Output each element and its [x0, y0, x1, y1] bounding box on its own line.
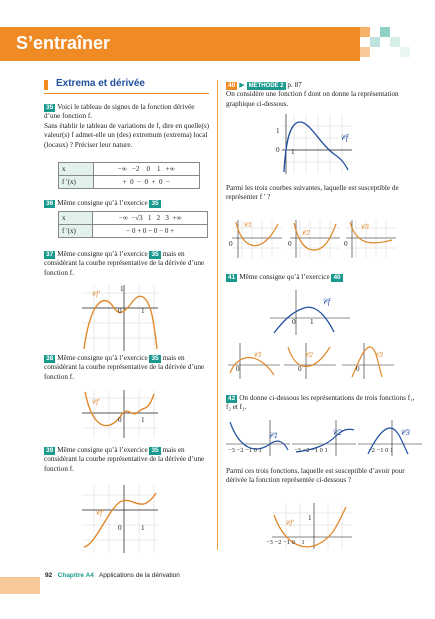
ex36-number: 36	[46, 200, 54, 207]
ex36-text: 36 Même consigne qu’à l’exercice 35	[46, 199, 159, 207]
table35-signs: + 0 − 0 + 0 −	[93, 176, 199, 189]
ex38-ref[interactable]: 35	[151, 355, 159, 362]
table36-f-label: f ′(x)	[59, 225, 93, 238]
banner-title: S’entraîner	[16, 33, 111, 53]
ex35-number: 35	[46, 104, 54, 111]
axis-ticks-derivative: −3 −2 −1 0 1	[266, 539, 305, 546]
label-c1-40: 𝒞1	[243, 221, 252, 229]
ex42-number: 42	[228, 395, 236, 402]
ex38-number: 38	[46, 355, 54, 362]
ex35-text1: Voici le tableau de signes de la fonction dérivée d’une fonction f.	[44, 103, 195, 121]
curve-f	[284, 122, 348, 172]
ex40-question: Parmi les trois courbes suivantes, laquelle est susceptible de représenter f ′ ?	[226, 184, 399, 202]
footer	[45, 572, 180, 579]
label-one-y: 1	[120, 285, 124, 293]
footer-bar	[0, 577, 40, 594]
ex42-text: 42 On donne ci-dessous les représentations de trois fonctions f₁, f₂ et f₃.	[226, 394, 415, 412]
ex42-question: Parmi ces trois fonctions, laquelle est susceptible d’avoir pour dérivée la fonction représentée ci-dessous ?	[226, 467, 405, 485]
label-cf-40: 𝒞f	[340, 133, 349, 142]
method-link[interactable]: MÉTHODE 2	[248, 83, 284, 89]
decor-square	[360, 27, 370, 37]
graph-ex39	[82, 485, 158, 553]
curve-fprime	[84, 296, 157, 349]
ex37-text: 37 Même consigne qu’à l’exercice 35 mais en considérant la courbe représentative de la dérivée d’une fonction f.	[44, 250, 205, 277]
sign-table-35	[58, 162, 200, 189]
graph-c2-40	[290, 220, 340, 258]
axis-ticks-c1: −3 −2 −1 0 1	[228, 447, 262, 454]
ex39-ref[interactable]: 35	[151, 447, 159, 454]
ex39-number: 39	[46, 447, 54, 454]
table35-x-values: −∞ −2 0 1 +∞	[93, 163, 199, 176]
ex41-text: 41 Même consigne qu’à l’exercice 40	[228, 273, 341, 281]
footer-title: Applications de la dérivation	[98, 572, 180, 579]
decor-square	[390, 37, 400, 47]
axis-ticks-c2: −3 −2 −1 0 1	[294, 447, 328, 454]
table35-f-label: f ′(x)	[59, 176, 94, 189]
ex37-ref[interactable]: 35	[151, 251, 159, 258]
graph-ex41-f	[270, 290, 350, 335]
ex41-ref[interactable]: 40	[333, 274, 341, 281]
label-cfp-38: 𝒞f′	[91, 398, 100, 406]
ex38-text: 38 Même consigne qu’à l’exercice 35 mais en considérant la courbe représentative de la dérivée d’une fonction f.	[44, 354, 205, 381]
graph-c3-40	[346, 220, 396, 258]
graph-ex40-f	[282, 114, 352, 174]
table35-x-label: x	[59, 163, 94, 176]
ex35-text2: Sans établir le tableau de variations de f, dire en quelle(s) valeur(s) f admet-elle un (des) extremum (extrema) local (locaux) ? Préciser leur nature.	[44, 121, 210, 149]
sign-table-36	[58, 211, 208, 238]
axis-ticks-c3: −2 −1 0 1	[368, 447, 394, 454]
decor-square	[370, 37, 380, 47]
label-zero: 0	[118, 307, 122, 315]
graph-c2-41	[284, 343, 336, 379]
footer-chapter: Chapitre A4	[57, 572, 94, 579]
ex39-text: 39 Même consigne qu’à l’exercice 35 mais en considérant la courbe représentative de la dérivée d’une fonction f.	[44, 446, 205, 473]
section-marker	[44, 80, 48, 90]
label-c2-40: 𝒞2	[301, 229, 310, 237]
decor-square	[380, 27, 390, 37]
ex41-number: 41	[228, 274, 236, 281]
column-divider	[217, 80, 218, 550]
label-cfp-42: 𝒞f′	[285, 519, 294, 527]
label-one: 1	[141, 307, 145, 315]
label-cfp-39: 𝒞f′	[95, 509, 104, 517]
section-rule	[44, 93, 209, 94]
decor-square	[360, 47, 370, 57]
ex35-text	[44, 103, 212, 150]
ex37-number: 37	[46, 251, 54, 258]
label-cf-41: 𝒞f	[322, 297, 331, 306]
label-c3-40: 𝒞3	[360, 223, 369, 231]
table36-x-values: −∞ −√3 1 2 3 +∞	[93, 212, 208, 225]
page-number: 92	[45, 572, 53, 579]
table36-x-label: x	[59, 212, 93, 225]
ex36-ref[interactable]: 35	[151, 200, 159, 207]
table36-signs: − 0 + 0 − 0 − 0 +	[93, 225, 208, 238]
graph-c3-41	[342, 343, 394, 379]
section-title: Extrema et dérivée	[56, 78, 145, 89]
decor-square	[400, 47, 410, 57]
label-cfp-37: 𝒞f′	[91, 290, 100, 298]
ex40-number: 40	[228, 82, 236, 89]
graph-c1-40	[232, 220, 282, 258]
ex40-text: 40 ▶ MÉTHODE 2 p. 87 On considère une fonction f dont on donne la représentation graphique ci-dessous.	[226, 81, 399, 108]
curve-fprime	[84, 493, 156, 547]
